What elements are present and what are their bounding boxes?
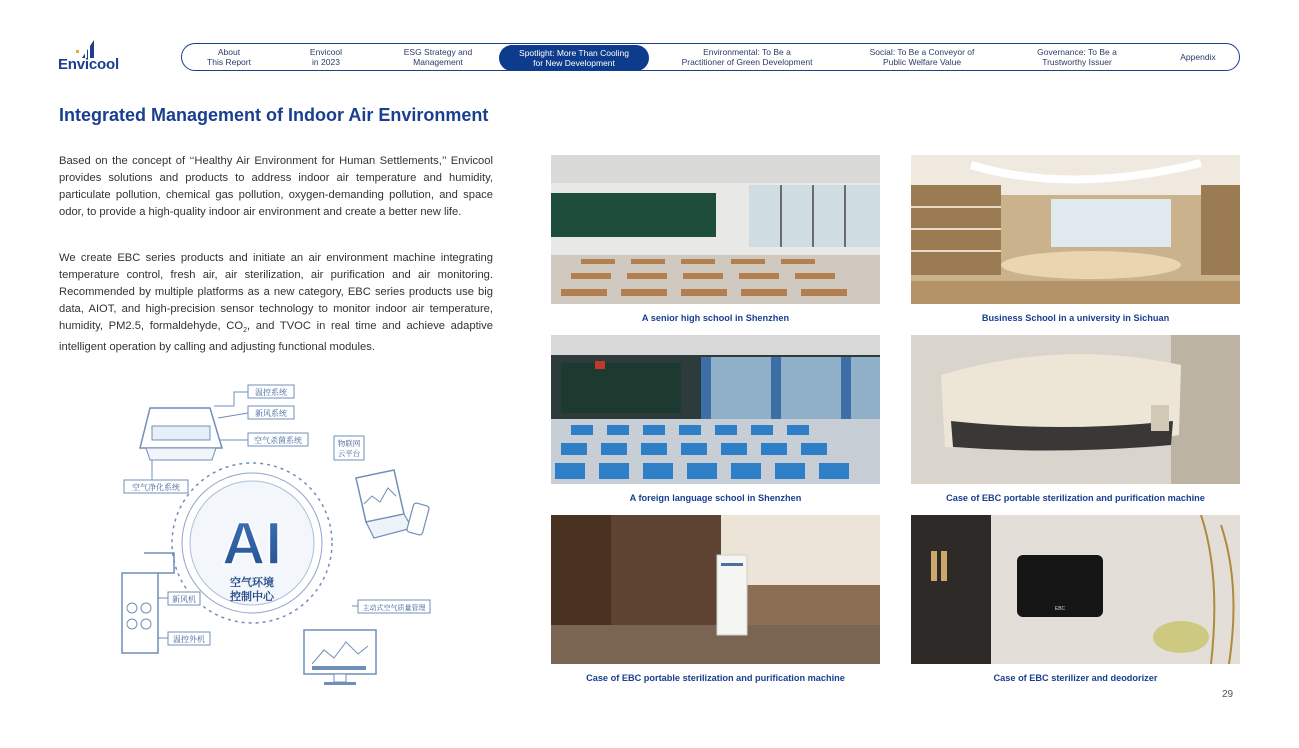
center-label-line2: 控制中心 <box>230 590 274 603</box>
label-fan: 新风机 <box>172 595 196 604</box>
label-sterilize: 空气杀菌系统 <box>254 436 302 445</box>
top-navigation <box>181 43 1240 71</box>
photo-ebc-sterilizer <box>911 515 1240 664</box>
nav-tab-appendix[interactable]: Appendix <box>1180 52 1216 62</box>
nav-tab-governance[interactable]: Governance: To Be a Trustworthy Issuer <box>1037 47 1117 67</box>
laptop-icon <box>356 470 412 538</box>
label-iot-line1: 物联网 <box>337 439 361 448</box>
phone-icon <box>406 502 429 535</box>
ebc-paragraph: We create EBC series products and initiate an air environment machine integrating temperature control, fresh air, air sterilization, air purification and air monitoring. Recommended by multiple platforms as a new category, EBC series products use big data, AIOT, and high-precision sensor technology to monitor indoor air temperature, humidity, PM2.5, formaldehyde, $CO_2$, and TVOC in real time and achieve adaptive intelligent operation by calling and adjusting functional modules. <box>59 252 493 354</box>
center-label-line1: 空气环境 <box>230 576 274 589</box>
page-number: 29 <box>1222 689 1234 700</box>
ceiling-unit-icon <box>140 408 222 460</box>
nav-tab-social[interactable]: Social: To Be a Conveyor of Public Welfare Value <box>869 47 975 67</box>
label-temp: 温控系统 <box>255 388 287 397</box>
nav-tab-esg-strategy[interactable]: ESG Strategy and Management <box>403 47 473 67</box>
caption-2: Business School in a university in Sichuan <box>981 313 1170 323</box>
envicool-logo <box>58 40 128 74</box>
nav-tab-spotlight[interactable]: Spotlight: More Than Cooling for New Development <box>499 45 649 71</box>
caption-3: A foreign language school in Shenzhen <box>629 493 802 503</box>
ai-text: AI <box>222 510 282 577</box>
monitor-icon <box>304 630 376 685</box>
device-ebc-label: EBC <box>1054 606 1066 612</box>
caption-1: A senior high school in Shenzhen <box>641 313 790 323</box>
intro-paragraph: Based on the concept of ‘‘Healthy Air Environment for Human Settlements,’’ Envicool provides solutions and products to address indoor air temperature and humidity, particulate pollution, chemical gas pollution, oxygen-demanding pollution, and space odor, to provide a high-quality indoor air environment and create a better new life. <box>59 155 493 218</box>
caption-6: Case of EBC sterilizer and deodorizer <box>993 673 1158 683</box>
photo-foreign-language-school <box>551 335 880 484</box>
nav-tab-environmental[interactable]: Environmental: To Be a Practitioner of Green Development <box>681 47 813 67</box>
nav-tab-envicool-2023[interactable]: Envicool in 2023 <box>309 47 343 67</box>
logo-text: Envicool <box>58 56 119 73</box>
caption-5: Case of EBC portable sterilization and purification machine <box>586 673 845 683</box>
label-outdoor: 温控外机 <box>173 635 205 644</box>
label-iot-line2: 云平台 <box>337 449 361 458</box>
photo-classroom-shenzhen-senior <box>551 155 880 304</box>
label-monitor: 主动式空气质量管理 <box>362 604 426 612</box>
photo-ebc-portable-machine <box>551 515 880 664</box>
caption-4: Case of EBC portable sterilization and purification machine <box>946 493 1205 503</box>
label-fresh: 新风系统 <box>255 409 287 418</box>
page-title: Integrated Management of Indoor Air Environment <box>59 105 489 125</box>
air-environment-diagram <box>112 378 442 688</box>
label-purify: 空气净化系统 <box>132 483 180 492</box>
nav-tab-about[interactable]: About This Report <box>207 47 251 67</box>
photo-business-school-sichuan <box>911 155 1240 304</box>
photo-ebc-wall-unit <box>911 335 1240 484</box>
